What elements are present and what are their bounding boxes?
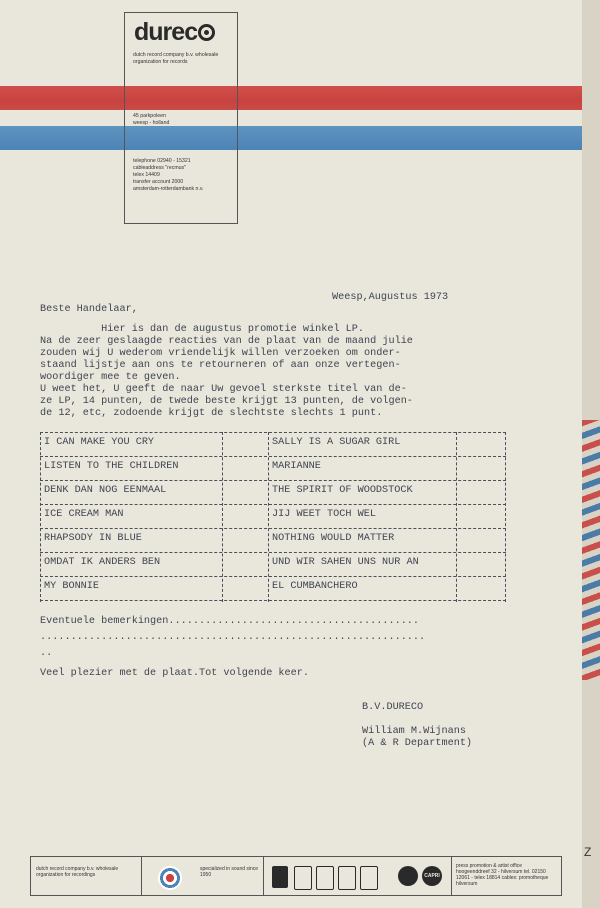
dureco-logo: durec bbox=[134, 18, 215, 47]
song-title: UND WIR SAHEN UNS NUR AN bbox=[272, 557, 419, 568]
footer-company: dutch record company b.v. wholesale organization for recordings bbox=[36, 866, 119, 878]
song-title: DENK DAN NOG EENMAAL bbox=[44, 485, 167, 496]
label-logo-icon bbox=[338, 866, 356, 890]
remarks-line: Eventuele bemerkingen......................................... bbox=[40, 616, 420, 627]
label-logo-icon bbox=[294, 866, 312, 890]
red-stripe bbox=[0, 86, 582, 110]
footer-specialized: specialized in sound since 1950 bbox=[200, 866, 259, 878]
song-title: I CAN MAKE YOU CRY bbox=[44, 437, 155, 448]
label-logo-icon bbox=[272, 866, 288, 888]
closing-line: Veel plezier met de plaat.Tot volgende keer. bbox=[40, 668, 309, 679]
song-title: LISTEN TO THE CHILDREN bbox=[44, 461, 179, 472]
rating-table bbox=[40, 432, 506, 602]
song-title: RHAPSODY IN BLUE bbox=[44, 533, 142, 544]
body-line: ze LP, 14 punten, de twede beste krijgt 13 punten, de volgen- bbox=[40, 396, 413, 407]
footer-press-office: press promotion & artist office hoogeenddreef 32 - hilversum tel. 02150 12061 - telex 18814 cables: promotheque hilversum bbox=[456, 863, 549, 887]
blue-stripe bbox=[0, 126, 582, 150]
body-line: U weet het, U geeft de naar Uw gevoel sterkste titel van de- bbox=[40, 384, 407, 395]
target-logo-icon bbox=[158, 866, 182, 890]
song-title: JIJ WEET TOCH WEL bbox=[272, 509, 376, 520]
body-line: Hier is dan de augustus promotie winkel LP. bbox=[40, 324, 365, 335]
letterhead-contact: telephone 02940 - 15321 cableaddress "recmus" telex 14409 transfer account 2000 amsterdam-rotterdambank n.v. bbox=[133, 158, 204, 192]
song-title: NOTHING WOULD MATTER bbox=[272, 533, 395, 544]
letterhead-address: 45 parkpoleen weesp - holland bbox=[133, 113, 170, 126]
remarks-line: .. bbox=[40, 648, 53, 659]
song-title: EL CUMBANCHERO bbox=[272, 581, 358, 592]
label-logo-icon bbox=[360, 866, 378, 890]
salutation: Beste Handelaar, bbox=[40, 304, 138, 315]
label-logo-icon bbox=[398, 866, 418, 886]
capri-logo: CAPRI bbox=[422, 866, 442, 886]
song-title: SALLY IS A SUGAR GIRL bbox=[272, 437, 401, 448]
letterhead-tagline: dutch record company b.v. wholesale organization for records bbox=[133, 52, 219, 65]
company-signoff: B.V.DURECO bbox=[362, 702, 424, 713]
body-line: woordiger mee te geven. bbox=[40, 372, 181, 383]
song-title: MY BONNIE bbox=[44, 581, 100, 592]
edge-mark: Z bbox=[584, 845, 592, 859]
body-line: staand lijstje aan ons te retourneren of aan onze vertegen- bbox=[40, 360, 401, 371]
song-title: OMDAT IK ANDERS BEN bbox=[44, 557, 161, 568]
body-line: Na de zeer geslaagde reacties van de plaat van de maand julie bbox=[40, 336, 413, 347]
song-title: THE SPIRIT OF WOODSTOCK bbox=[272, 485, 413, 496]
signer-name: William M.Wijnans bbox=[362, 726, 466, 737]
label-logo-icon bbox=[316, 866, 334, 890]
signer-department: (A & R Department) bbox=[362, 738, 473, 749]
song-title: ICE CREAM MAN bbox=[44, 509, 124, 520]
remarks-line: ............................................................... bbox=[40, 632, 426, 643]
body-line: zouden wij U wederom vriendelijk willen verzoeken om onder- bbox=[40, 348, 401, 359]
body-line: de 12, etc, zodoende krijgt de slechtste slechts 1 punt. bbox=[40, 408, 383, 419]
background-edge bbox=[582, 0, 600, 908]
song-title: MARIANNE bbox=[272, 461, 321, 472]
letter-date: Weesp,Augustus 1973 bbox=[332, 292, 449, 303]
